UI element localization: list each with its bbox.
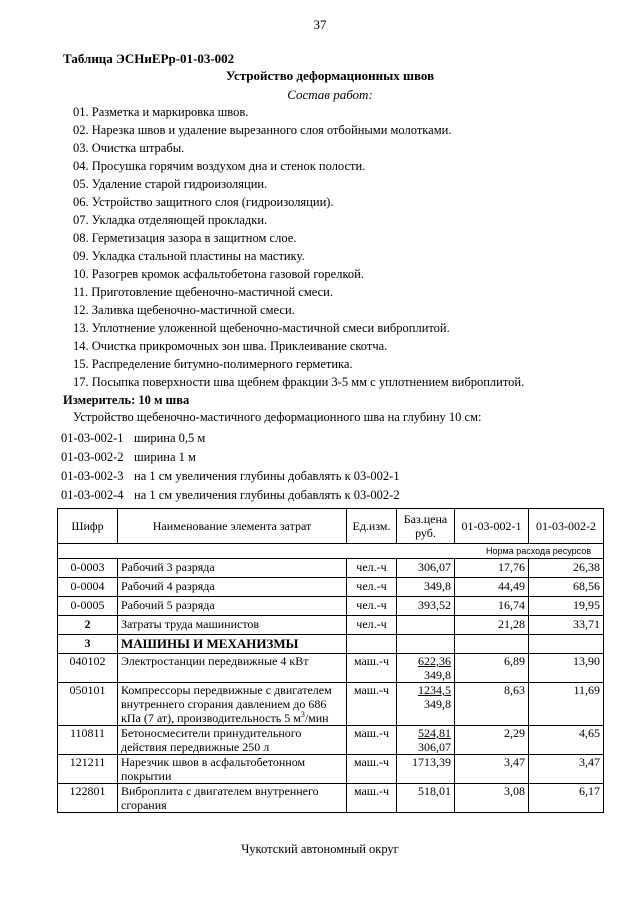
- cell-name: Нарезчик швов в асфальтобетонном покрытии: [118, 755, 347, 784]
- header-name: Наименование элемента затрат: [118, 509, 347, 544]
- work-item: 01. Разметка и маркировка швов.: [73, 105, 249, 119]
- cell-price: [397, 726, 455, 755]
- cell-name: Рабочий 4 разряда: [118, 578, 347, 597]
- cell-v2: 3,47: [529, 755, 604, 784]
- price-secondary: 306,07: [418, 740, 451, 754]
- table-row: [58, 578, 604, 597]
- header-code: Шифр: [58, 509, 118, 544]
- cell-code: 040102: [58, 654, 118, 683]
- table-row: [58, 654, 604, 683]
- name-sup: 3: [300, 710, 305, 719]
- cell-unit: чел.-ч: [347, 578, 397, 597]
- code-desc: на 1 см увеличения глубины добавлять к 03-002-2: [134, 488, 400, 502]
- cell-v2: 13,90: [529, 654, 604, 683]
- work-item: 04. Просушка горячим воздухом дна и стенок полости.: [73, 159, 366, 173]
- cell-name: Рабочий 3 разряда: [118, 559, 347, 578]
- work-item: 13. Уплотнение уложенной щебеночно-мастичной смеси виброплитой.: [73, 321, 450, 335]
- norm-label: Норма расхода ресурсов: [58, 544, 604, 559]
- section-subtitle: Устройство деформационных швов: [225, 68, 435, 83]
- cell-v1: 2,29: [455, 726, 529, 755]
- work-item: 15. Распределение битумно-полимерного герметика.: [73, 357, 353, 371]
- cell-v2: 26,38: [529, 559, 604, 578]
- work-item: 17. Посыпка поверхности шва щебнем фракции 3-5 мм с уплотнением виброплитой.: [73, 375, 525, 389]
- price-main: 622,36: [418, 654, 451, 668]
- cell-price: [397, 654, 455, 683]
- cell-code: 0-0003: [58, 559, 118, 578]
- code-id: 01-03-002-4: [61, 488, 124, 502]
- cell-name: [118, 683, 347, 726]
- table-row: [58, 683, 604, 726]
- cell-v2: 6,17: [529, 784, 604, 813]
- works-header: Состав работ:: [287, 87, 373, 102]
- cell-v1: 3,47: [455, 755, 529, 784]
- work-item: 03. Очистка штрабы.: [73, 141, 185, 155]
- table-row: [58, 597, 604, 616]
- code-item: [61, 429, 400, 448]
- cell-unit: маш.-ч: [347, 654, 397, 683]
- cell-price: 393,52: [397, 597, 455, 616]
- cell-v1: 16,74: [455, 597, 529, 616]
- cell-v2: 33,71: [529, 616, 604, 635]
- cell-code: 3: [58, 635, 118, 654]
- cell-code: 121211: [58, 755, 118, 784]
- header-price: Баз.цена руб.: [397, 509, 455, 544]
- section-row: [58, 635, 604, 654]
- price-main: 524,81: [418, 726, 451, 740]
- cell-v1: 17,76: [455, 559, 529, 578]
- norm-row: [58, 544, 604, 559]
- code-desc: ширина 1 м: [134, 450, 196, 464]
- cell-price: [397, 683, 455, 726]
- code-item: [61, 486, 400, 505]
- codes-list: [61, 429, 400, 505]
- cell-v1: 21,28: [455, 616, 529, 635]
- work-item: 06. Устройство защитного слоя (гидроизоляции).: [73, 195, 334, 209]
- cell-code: 110811: [58, 726, 118, 755]
- cell-unit: маш.-ч: [347, 755, 397, 784]
- cell-v2: 11,69: [529, 683, 604, 726]
- code-desc: ширина 0,5 м: [134, 431, 206, 445]
- works-list: [73, 103, 524, 391]
- cell-unit: чел.-ч: [347, 616, 397, 635]
- cell-name: Электростанции передвижные 4 кВт: [118, 654, 347, 683]
- meter-label: Измеритель: 10 м шва: [63, 393, 190, 407]
- cell-v2: 4,65: [529, 726, 604, 755]
- cell-unit: маш.-ч: [347, 784, 397, 813]
- table-title: Таблица ЭСНиЕРр-01-03-002: [63, 51, 235, 66]
- work-item: 07. Укладка отделяющей прокладки.: [73, 213, 268, 227]
- name-text: Компрессоры передвижные с двигателем внутреннего сгорания давлением до 686 кПа (7 ат), производительность 5 м: [121, 683, 332, 725]
- header-unit: Ед.изм.: [347, 509, 397, 544]
- code-id: 01-03-002-1: [61, 431, 124, 445]
- cell-name: Бетоносмесители принудительного действия передвижные 250 л: [118, 726, 347, 755]
- work-item: 08. Герметизация зазора в защитном слое.: [73, 231, 297, 245]
- code-id: 01-03-002-2: [61, 450, 124, 464]
- cell-name: Рабочий 5 разряда: [118, 597, 347, 616]
- cell-name: Затраты труда машинистов: [118, 616, 347, 635]
- cell-v1: 3,08: [455, 784, 529, 813]
- cell-code: 0-0005: [58, 597, 118, 616]
- header-col2: 01-03-002-2: [529, 509, 604, 544]
- work-item: 10. Разогрев кромок асфальтобетона газовой горелкой.: [73, 267, 364, 281]
- code-item: [61, 467, 400, 486]
- cell-v1: 44,49: [455, 578, 529, 597]
- work-item: 02. Нарезка швов и удаление вырезанного слоя отбойными молотками.: [73, 123, 452, 137]
- cell-price: 518,01: [397, 784, 455, 813]
- cell-price: [397, 616, 455, 635]
- cell-code: 2: [58, 616, 118, 635]
- cell-v1: 8,63: [455, 683, 529, 726]
- name-text-end: /мин: [304, 711, 329, 725]
- cell-unit: чел.-ч: [347, 559, 397, 578]
- work-item: 11. Приготовление щебеночно-мастичной смеси.: [73, 285, 333, 299]
- cell-code: 122801: [58, 784, 118, 813]
- resource-table: [57, 508, 604, 813]
- table-header-row: [58, 509, 604, 544]
- cell-code: 0-0004: [58, 578, 118, 597]
- work-item: 05. Удаление старой гидроизоляции.: [73, 177, 268, 191]
- code-id: 01-03-002-3: [61, 469, 124, 483]
- work-item: 14. Очистка прикромочных зон шва. Приклеивание скотча.: [73, 339, 388, 353]
- price-secondary: 349,8: [424, 668, 451, 682]
- cell-v2: 19,95: [529, 597, 604, 616]
- cell-v2: 68,56: [529, 578, 604, 597]
- cell-price: 1713,39: [397, 755, 455, 784]
- table-row: [58, 559, 604, 578]
- table-row: [58, 784, 604, 813]
- work-item: 12. Заливка щебеночно-мастичной смеси.: [73, 303, 295, 317]
- cell-price: 349,8: [397, 578, 455, 597]
- device-intro: Устройство щебеночно-мастичного деформационного шва на глубину 10 см:: [73, 410, 482, 424]
- price-secondary: 349,8: [424, 697, 451, 711]
- work-item: 09. Укладка стальной пластины на мастику.: [73, 249, 305, 263]
- cell-price: 306,07: [397, 559, 455, 578]
- table-row: [58, 726, 604, 755]
- cell-name: Виброплита с двигателем внутреннего сгорания: [118, 784, 347, 813]
- cell-v1: 6,89: [455, 654, 529, 683]
- cell-code: 050101: [58, 683, 118, 726]
- price-main: 1234,5: [418, 683, 451, 697]
- code-item: [61, 448, 400, 467]
- footer-region: Чукотский автономный округ: [241, 842, 399, 856]
- cell-unit: маш.-ч: [347, 726, 397, 755]
- code-desc: на 1 см увеличения глубины добавлять к 03-002-1: [134, 469, 400, 483]
- section-title: МАШИНЫ И МЕХАНИЗМЫ: [118, 635, 347, 654]
- page-number: 37: [313, 17, 327, 32]
- header-col1: 01-03-002-1: [455, 509, 529, 544]
- cell-unit: маш.-ч: [347, 683, 397, 726]
- table-row: [58, 616, 604, 635]
- cell-unit: чел.-ч: [347, 597, 397, 616]
- table-row: [58, 755, 604, 784]
